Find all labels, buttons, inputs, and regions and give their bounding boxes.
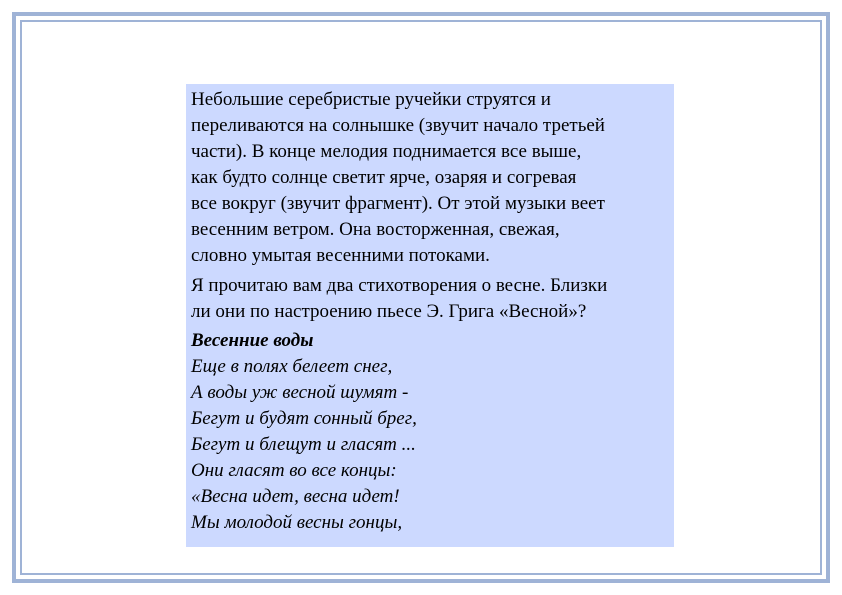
paragraph-line: как будто солнце светит ярче, озаряя и согревая xyxy=(191,167,577,188)
text-box xyxy=(186,84,674,547)
paragraph-line: части). В конце мелодия поднимается все выше, xyxy=(191,141,582,162)
paragraph-line: Небольшие серебристые ручейки струятся и xyxy=(191,89,551,110)
poem-line: А воды уж весной шумят - xyxy=(191,382,409,403)
paragraph-line: ли они по настроению пьесе Э. Грига «Весной»? xyxy=(191,301,587,322)
paragraph-question xyxy=(191,273,670,325)
poem-line: Мы молодой весны гонцы, xyxy=(191,512,403,533)
paragraph-line: словно умытая весенними потоками. xyxy=(191,245,490,266)
paragraph-description xyxy=(191,87,670,269)
paragraph-line: весенним ветром. Она восторженная, свежая, xyxy=(191,219,560,240)
paragraph-line: Я прочитаю вам два стихотворения о весне. Близки xyxy=(191,275,608,296)
poem-line: «Весна идет, весна идет! xyxy=(191,486,400,507)
poem-line: Бегут и будят сонный брег, xyxy=(191,408,417,429)
poem-title: Весенние воды xyxy=(191,330,314,351)
poem-line: Еще в полях белеет снег, xyxy=(191,356,393,377)
paragraph-line: переливаются на солнышке (звучит начало третьей xyxy=(191,115,605,136)
paragraph-line: все вокруг (звучит фрагмент). От этой музыки веет xyxy=(191,193,605,214)
poem-line: Они гласят во все концы: xyxy=(191,460,397,481)
poem-line: Бегут и блещут и гласят ... xyxy=(191,434,416,455)
